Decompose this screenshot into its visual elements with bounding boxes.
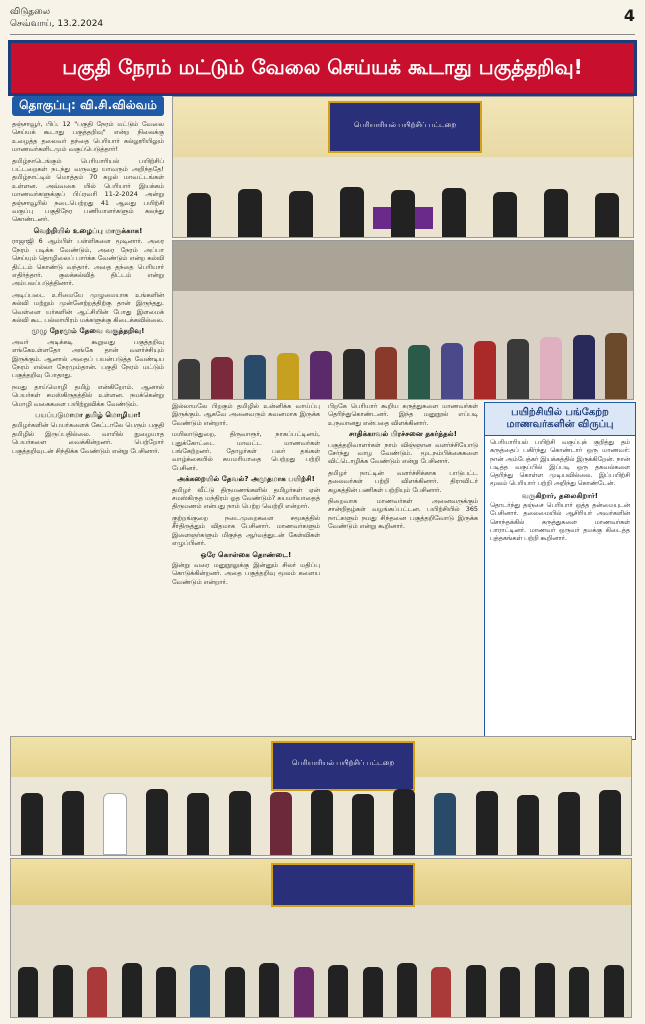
group-rows <box>11 897 631 1017</box>
paragraph: அவர் அடிக்கடி கூறுவது பகுத்தறிவு எங்கேஉள்ளதோ அங்கே தான் வளர்ச்சியும் இருக்கும். ஆனால் அதைப் பயன்படுத்த வேண்டிய நேரம் எல்லா நேரமும்தான். பகுதி நேரம் மட்டும் பகுத்தறிவு போதாது. <box>12 337 164 380</box>
speakers-row <box>173 167 633 237</box>
paragraph: இன்று வரை மனுநூலுக்கு இன்னும் சிலர் மதிப்பு கொடுக்கின்றனர். அதை பகுத்தறிவு மூலம் களைய வேண்டும் என்றார். <box>172 560 320 586</box>
subheading: வருகிறார், தலைகிறார்! <box>521 490 599 500</box>
article-column-1 <box>12 120 164 728</box>
paragraph: நமது தாய்மொழி தமிழ் என்கிறோம். ஆனால் பெயர்கள் சமஸ்கிருதத்தில் உள்ளன. நமக்கென்று மொழி வகைகளை பயிற்றுவிக்க வேண்டும். <box>12 382 164 408</box>
participants-feedback-box <box>484 402 636 740</box>
poster-text: பெரியாரியல் பயிற்சிப் பட்டறை <box>291 759 395 767</box>
subheading: வெற்றியில் உழைப்பு மாருக்காக! <box>33 225 143 235</box>
paragraph: இல்லாமலே பிறகும் தமிழில் உன்னிக்க வாய்ப்பு இருக்கும். ஆகவே அனைவரும் கவனமாக இருக்க வேண்டும் என்றார். <box>172 402 320 427</box>
subheading: ஒரே கொள்கை தொண்டை! <box>200 549 292 559</box>
audience-photo <box>172 240 634 400</box>
paragraph: பகுத்தறிவாளர்கள் நாம் விஞ்ஞான வளர்ச்சியோடு சேர்ந்து வாழ வேண்டும். மூடநம்பிக்கைகளை விட்டொழிக்க வேண்டும் என்று பேசினார். <box>328 440 478 466</box>
paragraph: பிறகே பெரியார் கூறிய கருத்துகளை மாணவர்கள் தெரிந்துகொண்டனர். இந்த மனுநூல் எப்படி உருவானது என்பதை விளக்கினார். <box>328 402 478 427</box>
group-row <box>11 775 631 855</box>
article-column-3 <box>328 402 478 728</box>
paragraph: நிறைவாக மாணவர்கள் அனைவருக்கும் சான்றிதழ்கள் வழங்கப்பட்டன. பயிற்சியில் 365 நாட்களும் நமது சிந்தனை பகுத்தறிவோடு இருக்க வேண்டும் என்று கூறினார். <box>328 497 478 531</box>
subheading: பயப்படுமாமா தமிழ் மொழியா! <box>35 410 141 419</box>
paragraph: தமிழர்களின் பெயர்களைக் கேட்டாலே பெரும் பகுதி தமிழில் இருப்பதில்லை. வாயில் நுழையாத பெயர்களை வைக்கின்றனர். பெற்றோர் பகுத்தறிவுடன் சிந்திக்க வேண்டும் என்று பேசினார். <box>12 421 164 455</box>
article-column-2 <box>172 402 320 728</box>
paragraph: தமிழ்நாடெங்கும் பெரியாரியல் பயிற்சிப் பட்டறைகள் நடந்து வருவது யாவரும் அறிந்ததே! தமிழ்நாட்டில் மொத்தம் 70 சுழல் மாவட்டங்கள் உள்ளன. அவ்வகை யில் பெரியார் இயக்கம் மாணவர்களுக்குப் பிப்ரவரி 11-2-2024 அன்று தஞ்சாவூரில் நடைபெற்றது 41 ஆவது பயிற்சி வகுப்பு பகுதிநேர பணியாளர்களும் கலந்து கொண்டனர். <box>12 156 164 224</box>
box-title: பயிற்சியில் பங்கேற்ற மாணவர்களின் விருப்பு <box>485 403 635 436</box>
issue-date: செவ்வாய், 13.2.2024 <box>10 19 104 29</box>
paper-masthead <box>10 6 103 30</box>
paper-name: விடுதலை <box>10 7 51 17</box>
event-poster <box>328 101 482 153</box>
paragraph: தமிழர் வீட்டு திருமணங்களில் தமிழர்கள் ஏன் சமஸ்கிருத மந்திரம் ஓத வேண்டும்? சுயமரியாதைத் திருமணம் என்பது நாம் பெற்ற வெற்றி என்றார். <box>172 485 320 511</box>
paragraph: தமிழர் நாட்டின் வளர்ச்சிக்காக பாடுபட்ட தலைவர்கள் பற்றி விளக்கினார். திராவிடர் கழகத்தின் பணிகள் பற்றியும் பேசினார். <box>328 468 478 494</box>
paragraph: பெரியாரியல் பயிற்சி வகுப்புக் குறித்து தம் கருத்தைப் பகிர்ந்து கொண்டார் ஒரு மாணவர்: நான் அம்பேத்கர் இயக்கத்தில் இருக்கிறேன். நான் படித்த வகுப்பில் இப்படி ஒரு தகவல்களை தெரிந்து கொள்ள முடியவில்லை. இப்பயிற்சி மூலம் பெரியார் பற்றி அறிந்து கொண்டேன். <box>490 439 630 488</box>
page-number: 4 <box>623 6 635 25</box>
subheading: முழு நேரமும் தேவை வகுத்தறிவு! <box>31 326 145 336</box>
group-photo-1 <box>10 736 632 856</box>
paragraph: மயிலாடுதுறை, திருவாரூர், நாகப்பட்டினம், புதுக்கோட்டை மாவட்ட மாணவர்கள் பங்கேற்றனர். தோழர்கள் பலர் தங்கள் வாழ்க்கையில் சுயமரியாதை பெற்றது பற்றி பேசினர். <box>172 430 320 472</box>
paragraph: தஞ்சாவூர், பிப். 12 "பகுதி நேரம் மட்டும் வேலை செய்யக் கூடாது பகுத்தறிவு" என்ற நிலைக்கு உழைத்த தலைவர் தந்தை பெரியார் கல்லூரியிலும் மாணவர்களிடமும் வகுப்பெடுத்தார்! <box>12 120 164 154</box>
group-photo-2 <box>10 858 632 1018</box>
paragraph: குற்றங்குறை நடைமுறைகளை சமூகத்தில் சீர்திருத்தும் விதமாக பேசினார். மாணவர்களும் இளைஞர்களும் மிகுந்த ஆர்வத்துடன் கேள்விகள் எழுப்பினர். <box>172 513 320 548</box>
paragraph: தொடர்ந்து தஞ்சை பெரியார் ஒத்த தன்மையுடன் பேசினார். தலைமையில் ஆசிரியர் அவர்களின் சொந்தக்கில் கருத்துகளை மாணவர்கள் பாராட்டினர். மாணவர் ஒருவர் தமக்கு கிடைத்த புத்தகங்கள் பற்றி கூறினார். <box>490 502 630 543</box>
page-header <box>10 6 635 35</box>
byline: தொகுப்பு: வி.சி.வில்வம் <box>12 96 164 116</box>
subheading: அக்கறையில் தேவல்? அமுதமாக பயிற்சி! <box>177 474 315 484</box>
subheading: சாதிக்காவல் பிரச்சனை தகர்த்தல்! <box>348 429 458 439</box>
paragraph: ராஜாஜி 6 ஆம்பிள் பள்ளிகளை மூடினார். அரை நேரம் படிக்க வேண்டும், அரை நேரம் அப்பா செய்யும் தொழிலைப் பார்க்க வேண்டும் என்ற கல்வி திட்டம் கொண்டு வந்தார். அதை தந்தை பெரியார் எதிர்த்தார். குலக்கல்வித் திட்டம் என்று அம்பலப்படுத்தினார். <box>12 237 164 288</box>
headline: பகுதி நேரம் மட்டும் வேலை செய்யக் கூடாது பகுத்தறிவு! <box>62 54 583 79</box>
headline-banner <box>8 40 637 96</box>
stage-photo <box>172 96 634 238</box>
paragraph: அடிப்படை உரிமையே முழுமையாக உங்களின் கல்வி மற்றும் முன்னேற்றத்திற்கு தான் இருந்தது. வெள்ளை யர்களின் ஆட்சியின் போது இளமைக் கல்வி கூட பல்லாயிரம் மக்களுக்கு கிடைக்கவில்லை. <box>12 290 164 324</box>
audience-rows <box>173 269 633 399</box>
poster-text: பெரியாரியல் பயிற்சிப் பட்டறை <box>353 121 457 129</box>
